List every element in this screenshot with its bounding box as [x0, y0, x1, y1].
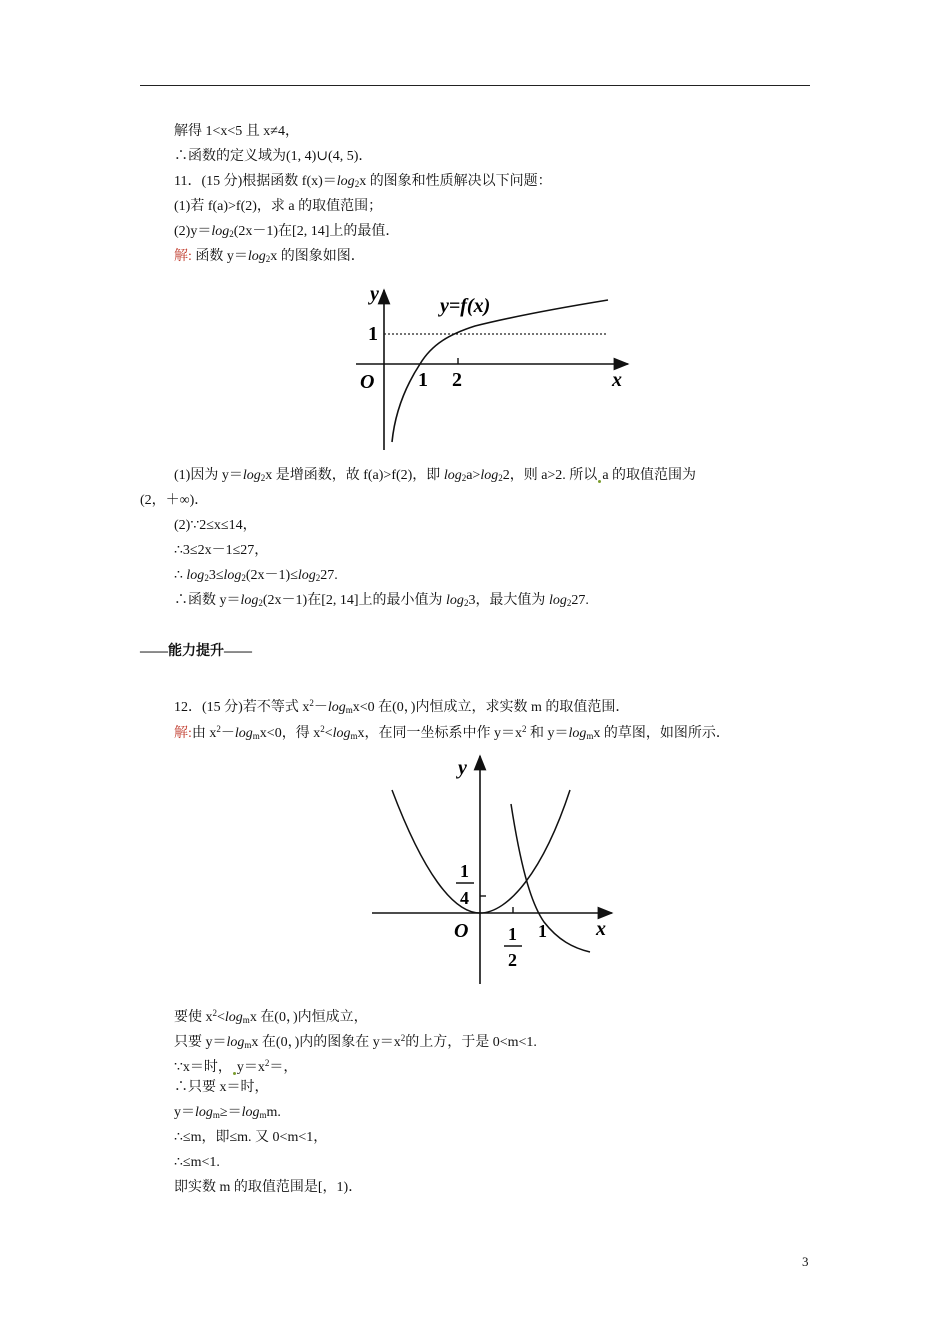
solution-line: 解:由 $x^2-\log_mx<0$，得 $x^2<\log_mx$，在同一坐标系中作 $y=x^2$ 和 $y=\log_mx$ 的草图，如图所示． [174, 724, 730, 741]
text-line: 要使 $x^2<\log_mx$ 在(0，)内恒成立， [174, 1008, 368, 1025]
text-line: 即实数 m 的取值范围是[，1)． [174, 1180, 363, 1195]
text-line: ∴ $\log_23\le\log_2(2x-1)\le\log_227$. [174, 568, 338, 583]
text-line: ∵x＝时， $y=x^2=$， [174, 1058, 298, 1075]
problem-11: 11．(15 分)根据函数 $f(x)=\log_2x$ 的图象和性质解决以下问题： [174, 174, 552, 189]
half-denominator: 2 [508, 950, 517, 970]
parabola-curve [392, 790, 570, 913]
text-line: ∴只要 x＝时， [174, 1080, 269, 1095]
half-numerator: 1 [508, 924, 517, 944]
text-line: ∴≤m<1. [174, 1155, 220, 1170]
text-line: ∴3≤2x－1≤27， [174, 543, 269, 558]
text-line: ∴函数 $y=\log_2(2x-1)$在[2, 14]上的最小值为 $\log_23$，最大值为 $\log_227$. [174, 593, 589, 608]
problem-12: 12．(15 分)若不等式 $x^2-\log_mx<0$ 在(0，)内恒成立，求实数 m 的取值范围． [174, 698, 630, 715]
x-label: x [596, 918, 606, 940]
text-line: (2，＋∞)． [140, 493, 209, 508]
origin-label: O [360, 371, 375, 393]
quarter-denominator: 4 [460, 888, 469, 908]
log-curve [511, 804, 590, 952]
x-tick-1: 1 [418, 369, 428, 391]
solution-label: 解: [174, 726, 192, 741]
y-tick-1: 1 [368, 323, 378, 345]
text-line: 只要 $y=\log_mx$ 在(0，)内的图象在 $y=x^2$的上方，于是 0<m<1. [174, 1033, 537, 1050]
x-label: x [612, 369, 622, 391]
text-line: ∴≤m，即≤m. 又 0<m<1， [174, 1130, 328, 1145]
y-label: y [370, 283, 379, 305]
solution-line: 解: 函数 $y=\log_2x$ 的图象如图． [174, 249, 365, 264]
x-tick-1: 1 [538, 921, 547, 941]
text-line: $y=\log_m\ge=\log_mm$. [174, 1105, 281, 1120]
text-line: (1)若 f(a)>f(2)，求 a 的取值范围； [174, 199, 383, 214]
log-graph [350, 282, 640, 454]
text-line: $(2)y=\log_2(2x-1)$在[2, 14]上的最值． [174, 224, 400, 239]
section-heading: ——能力提升—— [140, 644, 252, 659]
quarter-numerator: 1 [460, 861, 469, 881]
text-line: (2)∵2≤x≤14， [174, 518, 257, 533]
origin-label: O [454, 920, 469, 942]
text-line: 解得 1<x<5 且 x≠4， [174, 124, 299, 139]
x-tick-2: 2 [452, 369, 462, 391]
header-rule [140, 85, 810, 86]
text-line: ∴函数的定义域为(1, 4)∪(4, 5)． [174, 149, 373, 164]
parabola-log-graph [368, 752, 618, 988]
solution-label: 解: [174, 249, 192, 264]
y-label: y [458, 757, 467, 779]
function-label: y=f(x) [440, 295, 491, 317]
page-number: 3 [802, 1254, 809, 1269]
text-line: (1)因为 $y=\log_2x$ 是增函数，故 f(a)>f(2)，即 $\log_2a>\log_22$，则 a>2. 所以 a 的取值范围为 [174, 468, 697, 483]
